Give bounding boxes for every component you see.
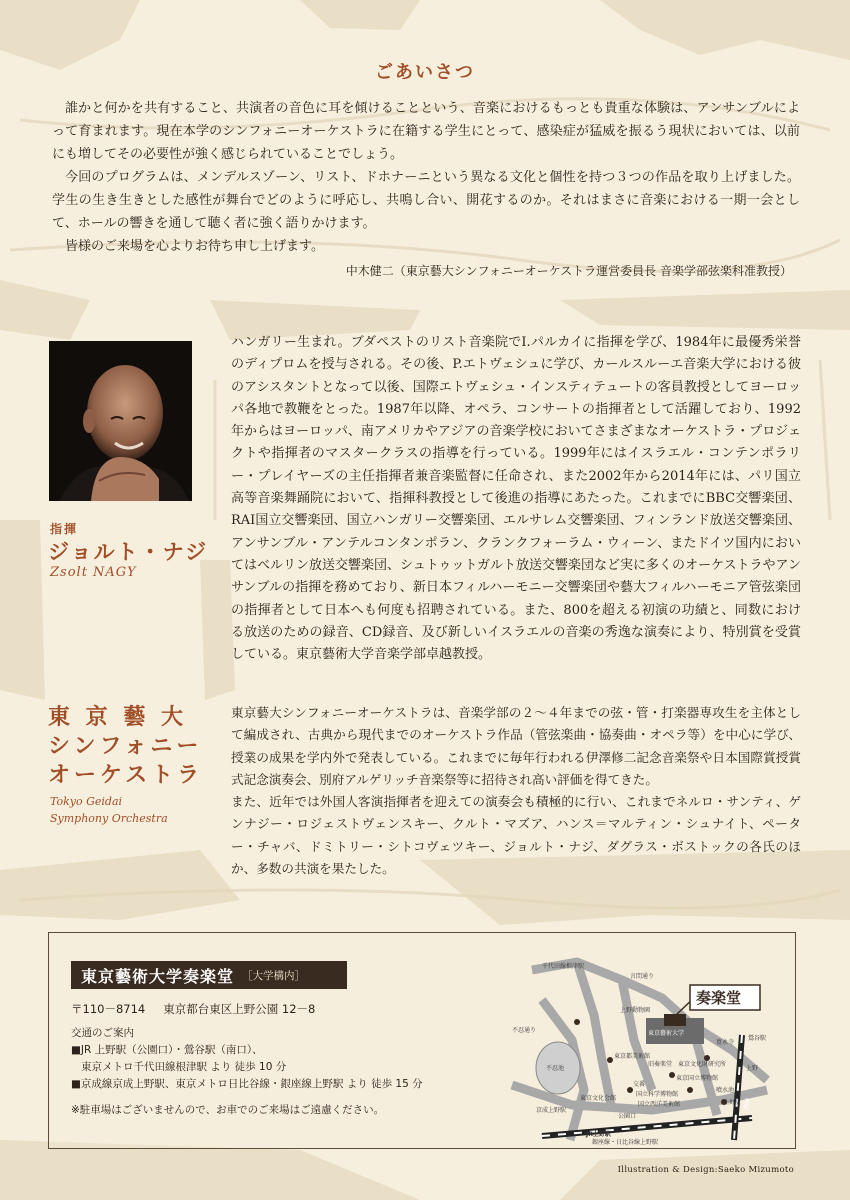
map-label: 東京文化財研究所 [678,1061,727,1068]
orchestra-name [48,703,223,790]
orchestra-name-line: シンフォニー [48,733,203,759]
orchestra-name-line: オーケストラ [48,762,204,788]
access-line: ■JR 上野駅（公園口）・鶯谷駅（南口）、 [71,1044,263,1056]
greeting-signature: 中木健二（東京藝大シンフォニーオーケストラ運営委員長 音楽学部弦楽科准教授） [345,264,792,278]
map-label: 国立西洋美術館 [638,1101,681,1108]
venue-name: 東京藝術大学奏楽堂 [81,966,235,986]
orchestra-name-line: 東 京 藝 大 [48,704,187,730]
map-label: 交番 [633,1081,646,1088]
map-label: 銀座線・日比谷線上野駅 [592,1139,659,1145]
map-label: 千代田線根津駅 [542,963,585,970]
map-label: 寛永寺 [716,1039,735,1046]
access-map [502,940,774,1145]
orchestra-paragraph: 東京藝大シンフォニーオーケストラは、音楽学部の２〜４年までの弦・管・打楽器専攻生を主体として編成され、古典から現代までのオーケストラ作品（管弦楽曲・協奏曲・オペラ等）を中心に学び、授業の成果を学内外で発表している。これまでに毎年行われる伊澤修二記念音楽祭や日本国際賞授賞式記念演奏会、別府アルゲリッチ音楽祭等に招待され高い評価を得てきた。 [231,705,801,787]
venue-address [71,1001,315,1017]
access-info [71,1025,423,1119]
map-label: 東京藝術大学 [648,1030,685,1037]
map-label: 言問通り [630,973,655,980]
map-label: 鶯谷駅 [748,1035,767,1042]
map-label: 不忍池 [546,1065,565,1072]
parking-note: ※駐車場はございませんので、お車でのご来場はご遠慮ください。 [71,1104,385,1116]
orchestra-roman-line: Symphony Orchestra [50,812,168,825]
greeting-paragraph: 誰かと何かを共有すること、共演者の音色に耳を傾けることという、音楽におけるもっとも貴重な体験は、アンサンブルによって育まれます。現在本学のシンフォニーオーケストラに在籍する学生にとって、感染症が猛威を振るう現状においては、以前にも増してその必要性が強く感じられていることでしょう。 [52,101,800,162]
greeting-paragraph: 皆様のご来場を心よりお待ち申し上げます。 [65,239,324,254]
greeting-paragraph: 今回のプログラムは、メンデルスゾーン、リスト、ドホナーニという異なる文化と個性を持つ３つの作品を取り上げました。学生の生き生きとした感性が舞台でどのように呼応し、共鳴し合い、開花するのか。それはまさに音楽における一期一会として、ホールの響きを通して聴く者に強く語りかけます。 [52,170,800,231]
map-label: 東京文化会館 [580,1095,617,1102]
map-label: 不忍通り [512,1027,537,1034]
orchestra-roman-line: Tokyo Geidai [50,795,123,808]
map-label: JR線 [743,1097,753,1111]
map-label: 上野動物園 [620,1007,651,1014]
map-label: 京成上野駅 [536,1107,567,1114]
map-label-sogakudo: 奏楽堂 [696,989,742,1007]
conductor-role: 指揮 [50,522,79,536]
venue-banner [71,961,347,989]
greeting-title: ごあいさつ [375,62,475,83]
map-label: 国立科学博物館 [636,1091,679,1098]
orchestra-paragraph: また、近年では外国人客演指揮者を迎えての演奏会も積極的に行い、これまでネルロ・サンティ、ゲンナジー・ロジェストヴェンスキー、クルト・マズア、ハンス＝マルティン・シュナイト、ペーター・チャバ、ドミトリー・シトコヴェツキー、ジョルト・ナジ、ダグラス・ボストックの各氏のほか、多数の共演を果たした。 [231,794,801,877]
map-label: 東京都美術館 [614,1053,651,1060]
conductor-photo [49,341,192,501]
map-label: 上野 [746,1065,759,1072]
address-text: 東京都台東区上野公園 12－8 [163,1002,316,1016]
orchestra-name-roman [50,793,168,827]
map-label: JR上野駅 [586,1131,611,1138]
map-label: 上野駅 [724,1100,741,1106]
map-label: 公園口 [618,1113,637,1120]
design-credit: Illustration & Design:Saeko Mizumoto [617,1165,794,1175]
access-line: ■京成線京成上野駅、東京メトロ日比谷線・銀座線上野駅 より 徒歩 15 分 [71,1078,423,1090]
access-line: 東京メトロ千代田線根津駅 より 徒歩 10 分 [81,1061,287,1073]
conductor-bio: ハンガリー生まれ。ブダペストのリスト音楽院でI.パルカイに指揮を学び、1984年に最優秀栄誉のディプロムを授与される。その後、P.エトヴェシュに学び、カールスルーエ音楽大学における彼のアシスタントとなって以後、国際エトヴェシュ・インスティテュートの客員教授としてヨーロッパ各地で教鞭をとった。1987年以降、オペラ、コンサートの指揮者として活躍しており、1992年からはヨーロッパ、南アメリカやアジアの音楽学校においてさまざまなオーケストラ・プロジェクトや指揮者のマスタークラスの指導を行っている。1999年にはイスラエル・コンテンポラリー・プレイヤーズの主任指揮者兼音楽監督に任命され、また2002年から2014年には、パリ国立高等音楽舞踊院において、指揮科教授として後進の指導にあたった。これまでにBBC交響楽団、RAI国立交響楽団、国立ハンガリー交響楽団、エルサレム交響楽団、フィンランド放送交響楽団、アンサンブル・アンテルコンタンポラン、クランクフォーラム・ウィーン、またドイツ国内においてはベルリン放送交響楽団、シュトゥットガルト放送交響楽団など実に多くのオーケストラやアンサンブルの指揮を務めており、新日本フィルハーモニー交響楽団や藝大フィルハーモニア管弦楽団の指揮者として日本へも何度も招聘されている。また、800を超える初演の功績と、同数における放送のための録音、CD録音、及び新しいイスラエルの音楽の秀逸な演奏により、特別賞を受賞している。東京藝術大学音楽学部卓越教授。 [231,335,801,663]
postal-code: 〒110－8714 [71,1002,146,1016]
greeting-body [52,97,800,258]
map-label: 旧奏楽堂 [648,1061,673,1068]
conductor-name: ジョルト・ナジ [48,539,209,564]
map-label: 噴水池 [716,1087,735,1094]
access-title: 交通のご案内 [71,1027,134,1039]
conductor-name-roman: Zsolt NAGY [50,565,137,580]
orchestra-bio [231,702,801,880]
map-label: 東京国立博物館 [676,1075,719,1082]
venue-note: ［大学構内］ [242,969,306,982]
